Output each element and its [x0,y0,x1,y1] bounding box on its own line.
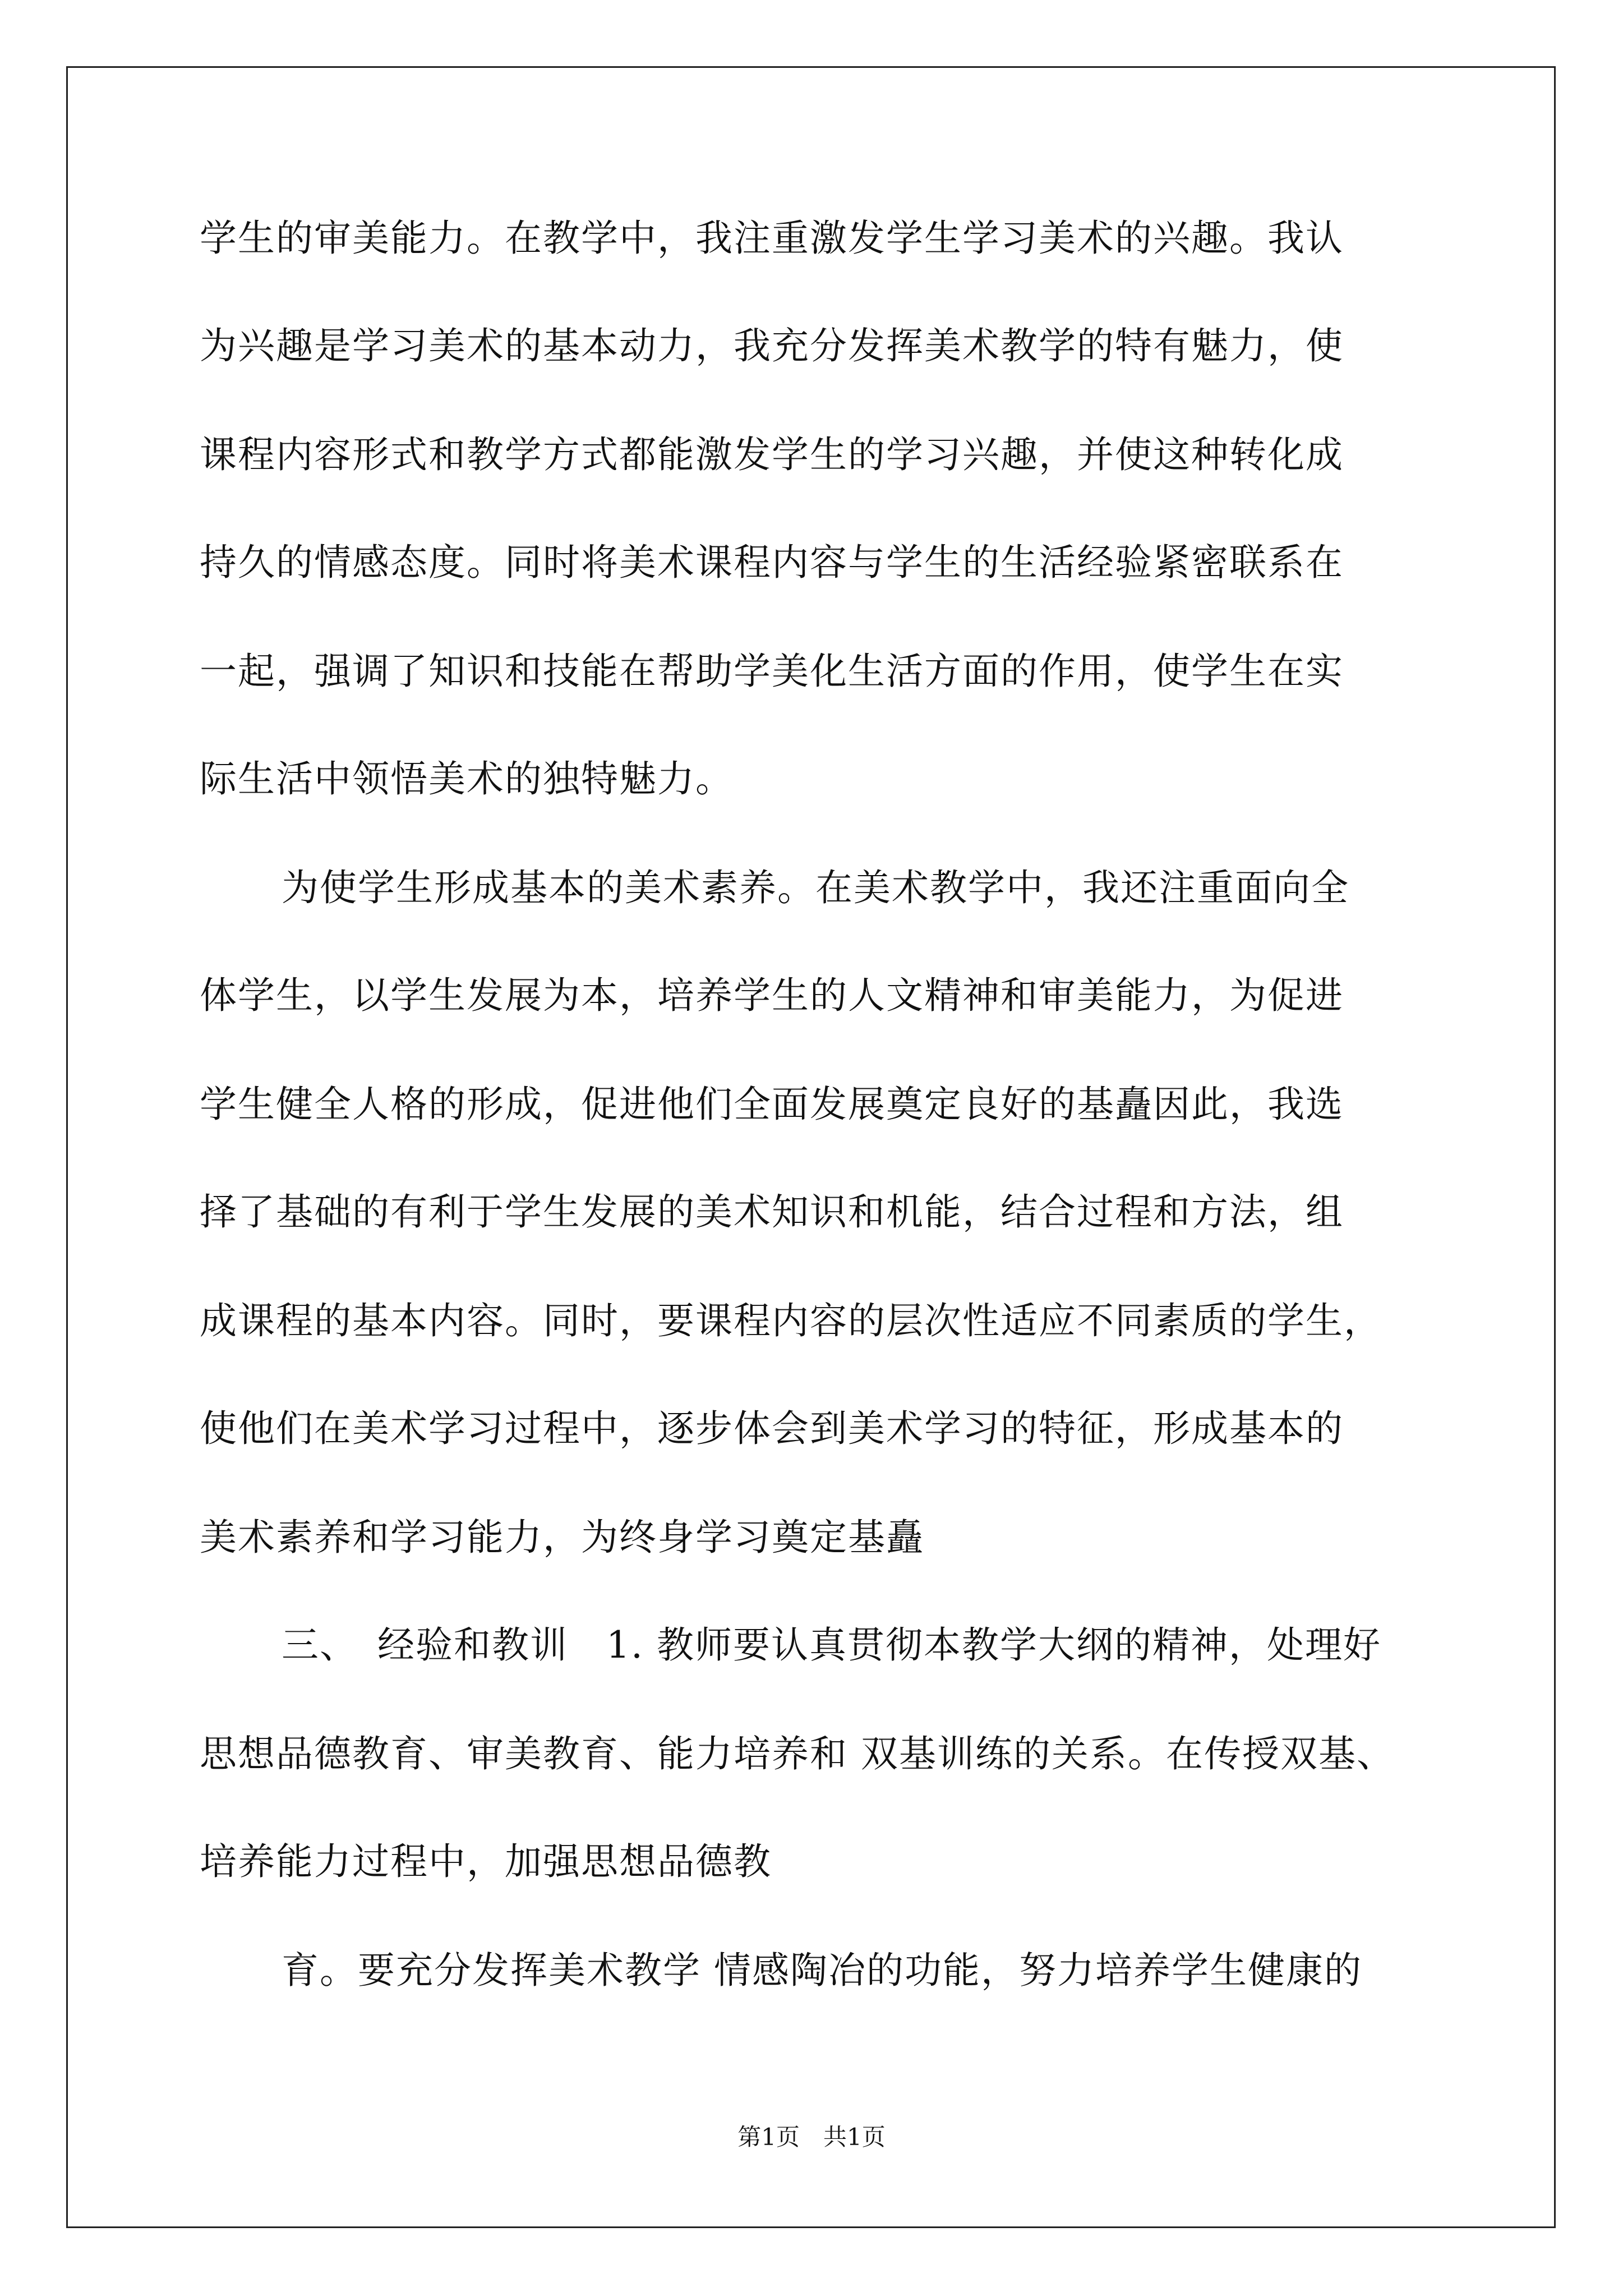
text-line-7: 为使学生形成基本的美术素养。在美术教学中，我还注重面向全 [282,866,1349,909]
text-line-14: 三、 经验和教训 1. 教师要认真贯彻本教学大纲的精神，处理好 [282,1623,1381,1667]
text-line-4: 持久的情感态度。同时将美术课程内容与学生的生活经验紧密联系在 [200,541,1344,584]
text-line-11: 成课程的基本内容。同时，要课程内容的层次性适应不同素质的学生， [200,1299,1382,1342]
text-line-3: 课程内容形式和教学方式都能激发学生的学习兴趣，并使这种转化成 [200,433,1344,476]
text-line-1: 学生的审美能力。在教学中，我注重激发学生学习美术的兴趣。我认 [200,217,1344,260]
text-line-13: 美术素养和学习能力，为终身学习奠定基矗 [200,1516,924,1559]
text-line-16: 培养能力过程中，加强思想品德教 [200,1840,772,1883]
text-line-15: 思想品德教育、审美教育、能力培养和 双基训练的关系。在传授双基、 [200,1732,1395,1775]
text-line-17: 育。要充分发挥美术教学 情感陶冶的功能，努力培养学生健康的 [282,1949,1362,1992]
text-line-5: 一起，强调了知识和技能在帮助学美化生活方面的作用，使学生在实 [200,650,1344,693]
text-line-12: 使他们在美术学习过程中，逐步体会到美术学习的特征，形成基本的 [200,1407,1344,1450]
text-line-8: 体学生，以学生发展为本，培养学生的人文精神和审美能力，为促进 [200,974,1344,1017]
text-line-9: 学生健全人格的形成，促进他们全面发展奠定良好的基矗因此，我选 [200,1083,1344,1126]
text-line-10: 择了基础的有利于学生发展的美术知识和机能，结合过程和方法，组 [200,1190,1344,1234]
page-border [66,66,1556,2228]
text-line-6: 际生活中领悟美术的独特魅力。 [200,757,734,800]
text-line-2: 为兴趣是学习美术的基本动力，我充分发挥美术教学的特有魅力，使 [200,324,1344,367]
page-footer: 第1页 共1页 [737,2123,886,2151]
